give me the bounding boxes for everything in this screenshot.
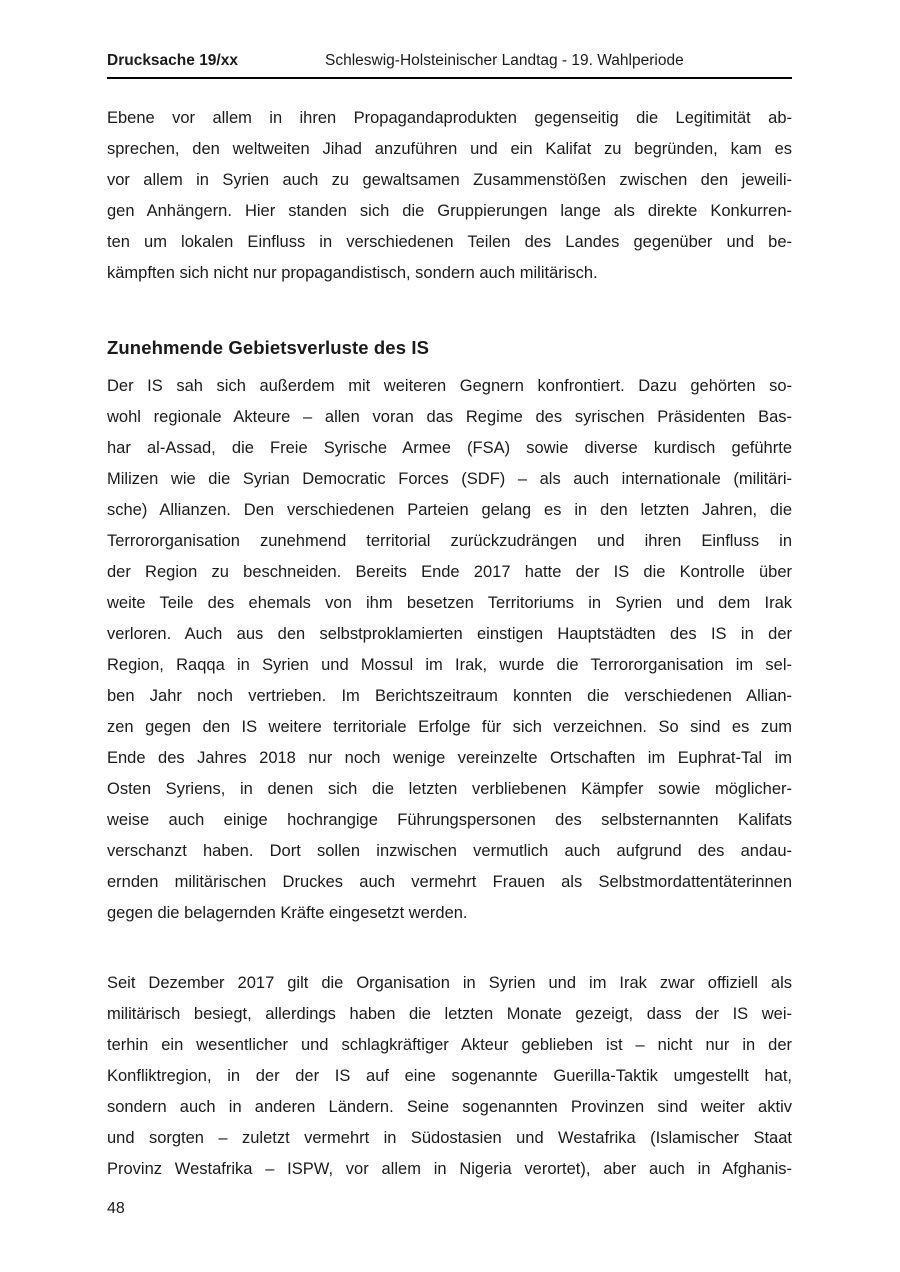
doc-number: Drucksache 19/xx	[107, 52, 238, 69]
text-line: ten um lokalen Einfluss in verschiedenen Teilen des Landes gegenüber und be-	[107, 233, 792, 251]
text-line: Osten Syriens, in denen sich die letzten verbliebenen Kämpfer sowie möglicher-	[107, 780, 792, 798]
text-line: Der IS sah sich außerdem mit weiteren Gegnern konfrontiert. Dazu gehörten so-	[107, 377, 792, 395]
text-line: weite Teile des ehemals von ihm besetzen Territoriums in Syrien und dem Irak	[107, 594, 792, 612]
text-line: sondern auch in anderen Ländern. Seine sogenannten Provinzen sind weiter aktiv	[107, 1098, 792, 1116]
page-header	[107, 52, 792, 79]
paragraph-since-december-2017	[107, 968, 792, 1185]
text-line: verloren. Auch aus den selbstproklamierten einstigen Hauptstädten des IS in der	[107, 625, 792, 643]
text-line: Milizen wie die Syrian Democratic Forces (SDF) – als auch internationale (militäri-	[107, 470, 792, 488]
parliament-title: Schleswig-Holsteinischer Landtag - 19. Wahlperiode	[325, 52, 684, 69]
text-line: ernden militärischen Druckes auch vermehrt Frauen als Selbstmordattentäterinnen	[107, 873, 792, 891]
text-line: terhin ein wesentlicher und schlagkräftiger Akteur geblieben ist – nicht nur in der	[107, 1036, 792, 1054]
text-line: ben Jahr noch vertrieben. Im Berichtszeitraum konnten die verschiedenen Allian-	[107, 687, 792, 705]
text-line: der Region zu beschneiden. Bereits Ende 2017 hatte der IS die Kontrolle über	[107, 563, 792, 581]
page-footer	[107, 1193, 792, 1224]
section-heading: Zunehmende Gebietsverluste des IS	[107, 337, 430, 358]
paragraph-rivalry	[107, 103, 792, 289]
text-line: gegen die belagernden Kräfte eingesetzt werden.	[107, 904, 468, 922]
text-line: gen Anhängern. Hier standen sich die Gruppierungen lange als direkte Konkurren-	[107, 202, 792, 220]
text-line: Ende des Jahres 2018 nur noch wenige vereinzelte Ortschaften im Euphrat-Tal im	[107, 749, 792, 767]
text-line: militärisch besiegt, allerdings haben die letzten Monate gezeigt, dass der IS wei-	[107, 1005, 792, 1023]
paragraph-territorial-losses	[107, 371, 792, 929]
text-line: Region, Raqqa in Syrien und Mossul im Irak, wurde die Terrororganisation im sel-	[107, 656, 792, 674]
page-number: 48	[107, 1200, 125, 1217]
text-line: Ebene vor allem in ihren Propagandaprodukten gegenseitig die Legitimität ab-	[107, 109, 792, 127]
text-line: wohl regionale Akteure – allen voran das Regime des syrischen Präsidenten Bas-	[107, 408, 792, 426]
text-line: har al-Assad, die Freie Syrische Armee (FSA) sowie diverse kurdisch geführte	[107, 439, 792, 457]
text-line: Provinz Westafrika – ISPW, vor allem in Nigeria verortet), aber auch in Afghanis-	[107, 1160, 792, 1178]
text-line: vor allem in Syrien auch zu gewaltsamen Zusammenstößen zwischen den jeweili-	[107, 171, 792, 189]
text-line: zen gegen den IS weitere territoriale Erfolge für sich verzeichnen. So sind es zum	[107, 718, 792, 736]
text-line: Seit Dezember 2017 gilt die Organisation in Syrien und im Irak zwar offiziell als	[107, 974, 792, 992]
text-line: sche) Allianzen. Den verschiedenen Parteien gelang es in den letzten Jahren, die	[107, 501, 792, 519]
text-line: weise auch einige hochrangige Führungspersonen des selbsternannten Kalifats	[107, 811, 792, 829]
text-line: Konfliktregion, in der der IS auf eine sogenannte Guerilla-Taktik umgestellt hat,	[107, 1067, 792, 1085]
document-body	[107, 103, 792, 1185]
text-line: verschanzt haben. Dort sollen inzwischen vermutlich auch aufgrund des andau-	[107, 842, 792, 860]
text-line: Terrororganisation zunehmend territorial zurückzudrängen und ihren Einfluss in	[107, 532, 792, 550]
text-line: sprechen, den weltweiten Jihad anzuführen und ein Kalifat zu begründen, kam es	[107, 140, 792, 158]
text-line: und sorgten – zuletzt vermehrt in Südostasien und Westafrika (Islamischer Staat	[107, 1129, 792, 1147]
text-line: kämpften sich nicht nur propagandistisch, sondern auch militärisch.	[107, 264, 598, 282]
